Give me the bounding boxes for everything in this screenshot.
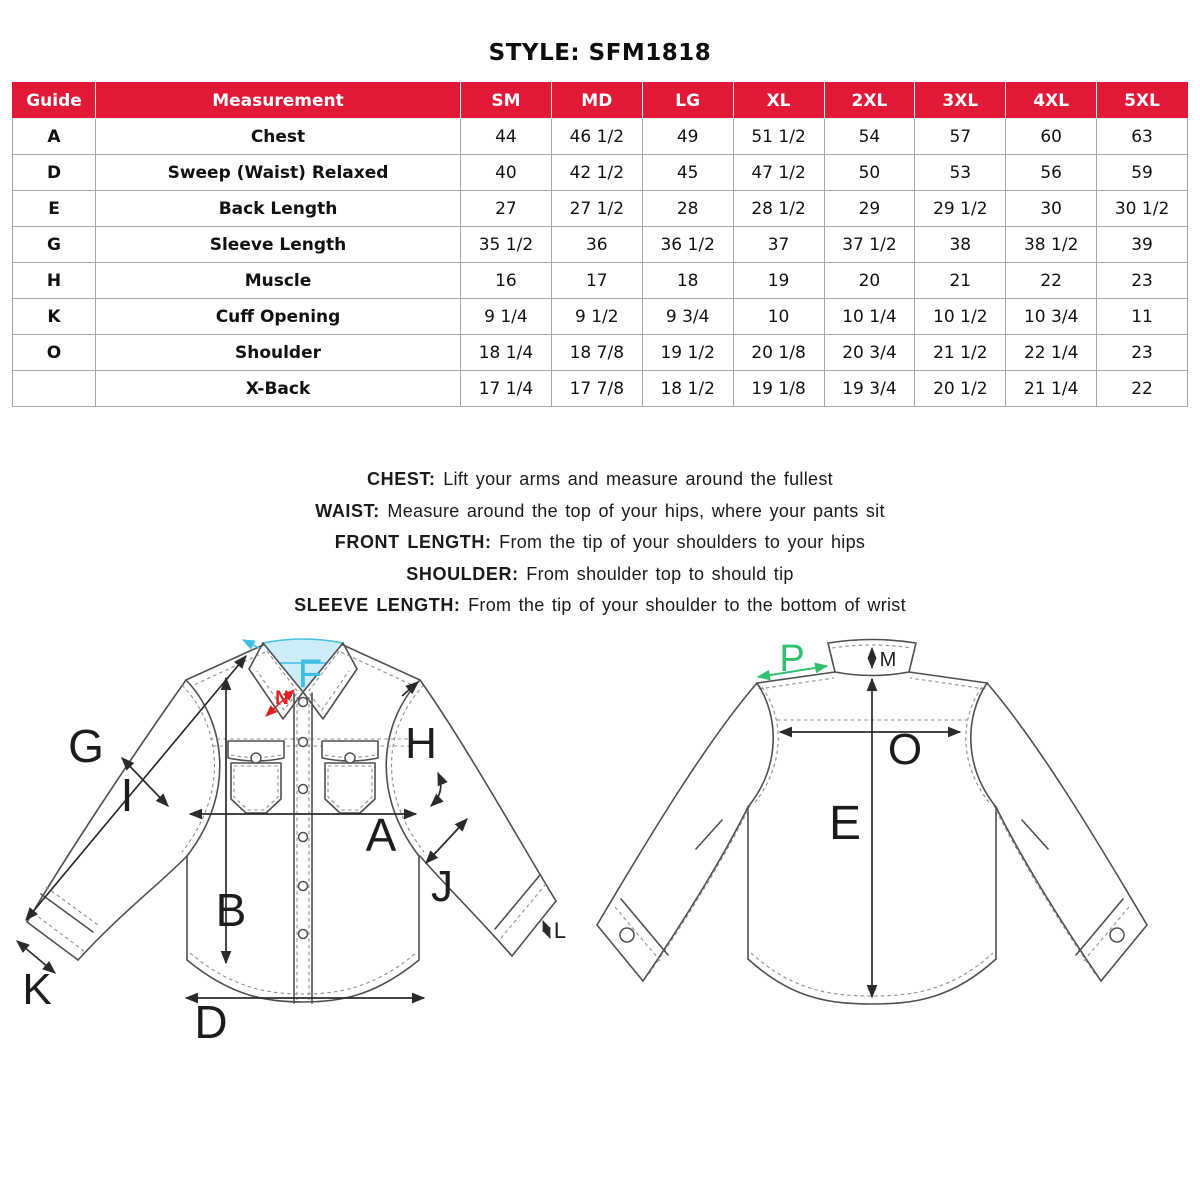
instruction-line: SLEEVE LENGTH: From the tip of your shoulder to the bottom of wrist bbox=[294, 595, 906, 616]
size-chart-header bbox=[13, 83, 1188, 119]
column-header-LG: LG bbox=[642, 83, 733, 119]
value-cell: 20 1/2 bbox=[915, 371, 1006, 407]
value-cell: 27 1/2 bbox=[551, 191, 642, 227]
value-cell: 9 3/4 bbox=[642, 299, 733, 335]
measuring-instructions bbox=[0, 464, 1200, 622]
instruction-line: SHOULDER: From shoulder top to should tip bbox=[406, 563, 794, 584]
value-cell: 17 1/4 bbox=[461, 371, 552, 407]
value-cell: 30 bbox=[1006, 191, 1097, 227]
value-cell: 50 bbox=[824, 155, 915, 191]
value-cell: 10 1/4 bbox=[824, 299, 915, 335]
value-cell: 19 3/4 bbox=[824, 371, 915, 407]
column-header-SM: SM bbox=[461, 83, 552, 119]
column-header-2XL: 2XL bbox=[824, 83, 915, 119]
value-cell: 21 1/4 bbox=[1006, 371, 1097, 407]
value-cell: 45 bbox=[642, 155, 733, 191]
value-cell: 18 1/2 bbox=[642, 371, 733, 407]
value-cell: 23 bbox=[1097, 335, 1188, 371]
column-header-Measurement: Measurement bbox=[96, 83, 461, 119]
value-cell: 53 bbox=[915, 155, 1006, 191]
value-cell: 60 bbox=[1006, 119, 1097, 155]
value-cell: 19 1/8 bbox=[733, 371, 824, 407]
value-cell: 37 bbox=[733, 227, 824, 263]
value-cell: 63 bbox=[1097, 119, 1188, 155]
page-title: STYLE: SFM1818 bbox=[488, 40, 712, 66]
table-row bbox=[13, 371, 1188, 407]
instruction-line: WAIST: Measure around the top of your hips, where your pants sit bbox=[315, 500, 885, 521]
value-cell: 10 1/2 bbox=[915, 299, 1006, 335]
guide-cell: D bbox=[13, 155, 96, 191]
instruction-line: FRONT LENGTH: From the tip of your shoulders to your hips bbox=[334, 532, 866, 553]
value-cell: 51 1/2 bbox=[733, 119, 824, 155]
front-label-cuff-K: K bbox=[22, 965, 52, 1014]
value-cell: 42 1/2 bbox=[551, 155, 642, 191]
column-header-4XL: 4XL bbox=[1006, 83, 1097, 119]
measurement-cell: Sleeve Length bbox=[96, 227, 461, 263]
value-cell: 28 1/2 bbox=[733, 191, 824, 227]
value-cell: 47 1/2 bbox=[733, 155, 824, 191]
measurement-cell: Sweep (Waist) Relaxed bbox=[96, 155, 461, 191]
back-annotations bbox=[758, 638, 960, 997]
value-cell: 29 bbox=[824, 191, 915, 227]
column-header-MD: MD bbox=[551, 83, 642, 119]
value-cell: 17 7/8 bbox=[551, 371, 642, 407]
table-row bbox=[13, 335, 1188, 371]
value-cell: 11 bbox=[1097, 299, 1188, 335]
value-cell: 29 1/2 bbox=[915, 191, 1006, 227]
column-header-5XL: 5XL bbox=[1097, 83, 1188, 119]
table-row bbox=[13, 119, 1188, 155]
shirt-measurement-diagram bbox=[0, 630, 1200, 1200]
value-cell: 10 bbox=[733, 299, 824, 335]
value-cell: 18 bbox=[642, 263, 733, 299]
size-chart-table bbox=[12, 82, 1188, 407]
value-cell: 59 bbox=[1097, 155, 1188, 191]
back-label-shoulder-seam-P: P bbox=[779, 638, 805, 680]
value-cell: 22 bbox=[1006, 263, 1097, 299]
value-cell: 21 bbox=[915, 263, 1006, 299]
table-row bbox=[13, 191, 1188, 227]
measurement-cell: Muscle bbox=[96, 263, 461, 299]
value-cell: 21 1/2 bbox=[915, 335, 1006, 371]
front-label-front-length-B: B bbox=[215, 884, 247, 936]
value-cell: 36 bbox=[551, 227, 642, 263]
column-header-Guide: Guide bbox=[13, 83, 96, 119]
value-cell: 27 bbox=[461, 191, 552, 227]
value-cell: 9 1/2 bbox=[551, 299, 642, 335]
value-cell: 36 1/2 bbox=[642, 227, 733, 263]
measurement-cell: X-Back bbox=[96, 371, 461, 407]
value-cell: 9 1/4 bbox=[461, 299, 552, 335]
guide-cell: A bbox=[13, 119, 96, 155]
back-label-back-length-E: E bbox=[828, 797, 862, 850]
measurement-cell: Shoulder bbox=[96, 335, 461, 371]
value-cell: 23 bbox=[1097, 263, 1188, 299]
guide-cell: O bbox=[13, 335, 96, 371]
front-label-forearm-J: J bbox=[431, 862, 453, 911]
table-row bbox=[13, 155, 1188, 191]
front-label-neck-N: N bbox=[275, 688, 289, 709]
value-cell: 20 3/4 bbox=[824, 335, 915, 371]
guide-cell bbox=[13, 371, 96, 407]
table-row bbox=[13, 263, 1188, 299]
value-cell: 39 bbox=[1097, 227, 1188, 263]
front-label-cuff-opening-L: L bbox=[553, 918, 567, 943]
instruction-line: CHEST: Lift your arms and measure around the fullest bbox=[367, 469, 833, 489]
measurement-cell: Cuff Opening bbox=[96, 299, 461, 335]
front-right-pocket bbox=[322, 741, 378, 813]
measurement-cell: Back Length bbox=[96, 191, 461, 227]
value-cell: 22 bbox=[1097, 371, 1188, 407]
value-cell: 38 bbox=[915, 227, 1006, 263]
column-header-XL: XL bbox=[733, 83, 824, 119]
value-cell: 57 bbox=[915, 119, 1006, 155]
value-cell: 35 1/2 bbox=[461, 227, 552, 263]
value-cell: 38 1/2 bbox=[1006, 227, 1097, 263]
value-cell: 20 bbox=[824, 263, 915, 299]
back-label-collar-M: M bbox=[879, 649, 897, 671]
value-cell: 20 1/8 bbox=[733, 335, 824, 371]
table-row bbox=[13, 299, 1188, 335]
front-label-sleeve-length-G: G bbox=[68, 720, 104, 772]
front-shirt-drawing bbox=[27, 639, 556, 1003]
column-header-3XL: 3XL bbox=[915, 83, 1006, 119]
value-cell: 18 1/4 bbox=[461, 335, 552, 371]
value-cell: 17 bbox=[551, 263, 642, 299]
guide-cell: K bbox=[13, 299, 96, 335]
table-row bbox=[13, 227, 1188, 263]
front-label-armhole-I: I bbox=[120, 769, 134, 821]
measurement-cell: Chest bbox=[96, 119, 461, 155]
value-cell: 49 bbox=[642, 119, 733, 155]
value-cell: 56 bbox=[1006, 155, 1097, 191]
value-cell: 54 bbox=[824, 119, 915, 155]
back-label-shoulder-O: O bbox=[887, 725, 923, 774]
front-left-pocket bbox=[228, 741, 284, 813]
value-cell: 44 bbox=[461, 119, 552, 155]
front-label-sweep-D: D bbox=[194, 996, 228, 1048]
value-cell: 19 1/2 bbox=[642, 335, 733, 371]
value-cell: 28 bbox=[642, 191, 733, 227]
value-cell: 10 3/4 bbox=[1006, 299, 1097, 335]
value-cell: 46 1/2 bbox=[551, 119, 642, 155]
value-cell: 18 7/8 bbox=[551, 335, 642, 371]
value-cell: 22 1/4 bbox=[1006, 335, 1097, 371]
value-cell: 30 1/2 bbox=[1097, 191, 1188, 227]
guide-cell: E bbox=[13, 191, 96, 227]
front-label-muscle-H: H bbox=[405, 719, 437, 768]
value-cell: 19 bbox=[733, 263, 824, 299]
front-label-collar-F: F bbox=[297, 652, 323, 696]
guide-cell: H bbox=[13, 263, 96, 299]
front-label-chest-A: A bbox=[365, 809, 397, 861]
value-cell: 37 1/2 bbox=[824, 227, 915, 263]
guide-cell: G bbox=[13, 227, 96, 263]
value-cell: 40 bbox=[461, 155, 552, 191]
front-buttons bbox=[299, 698, 308, 939]
value-cell: 16 bbox=[461, 263, 552, 299]
